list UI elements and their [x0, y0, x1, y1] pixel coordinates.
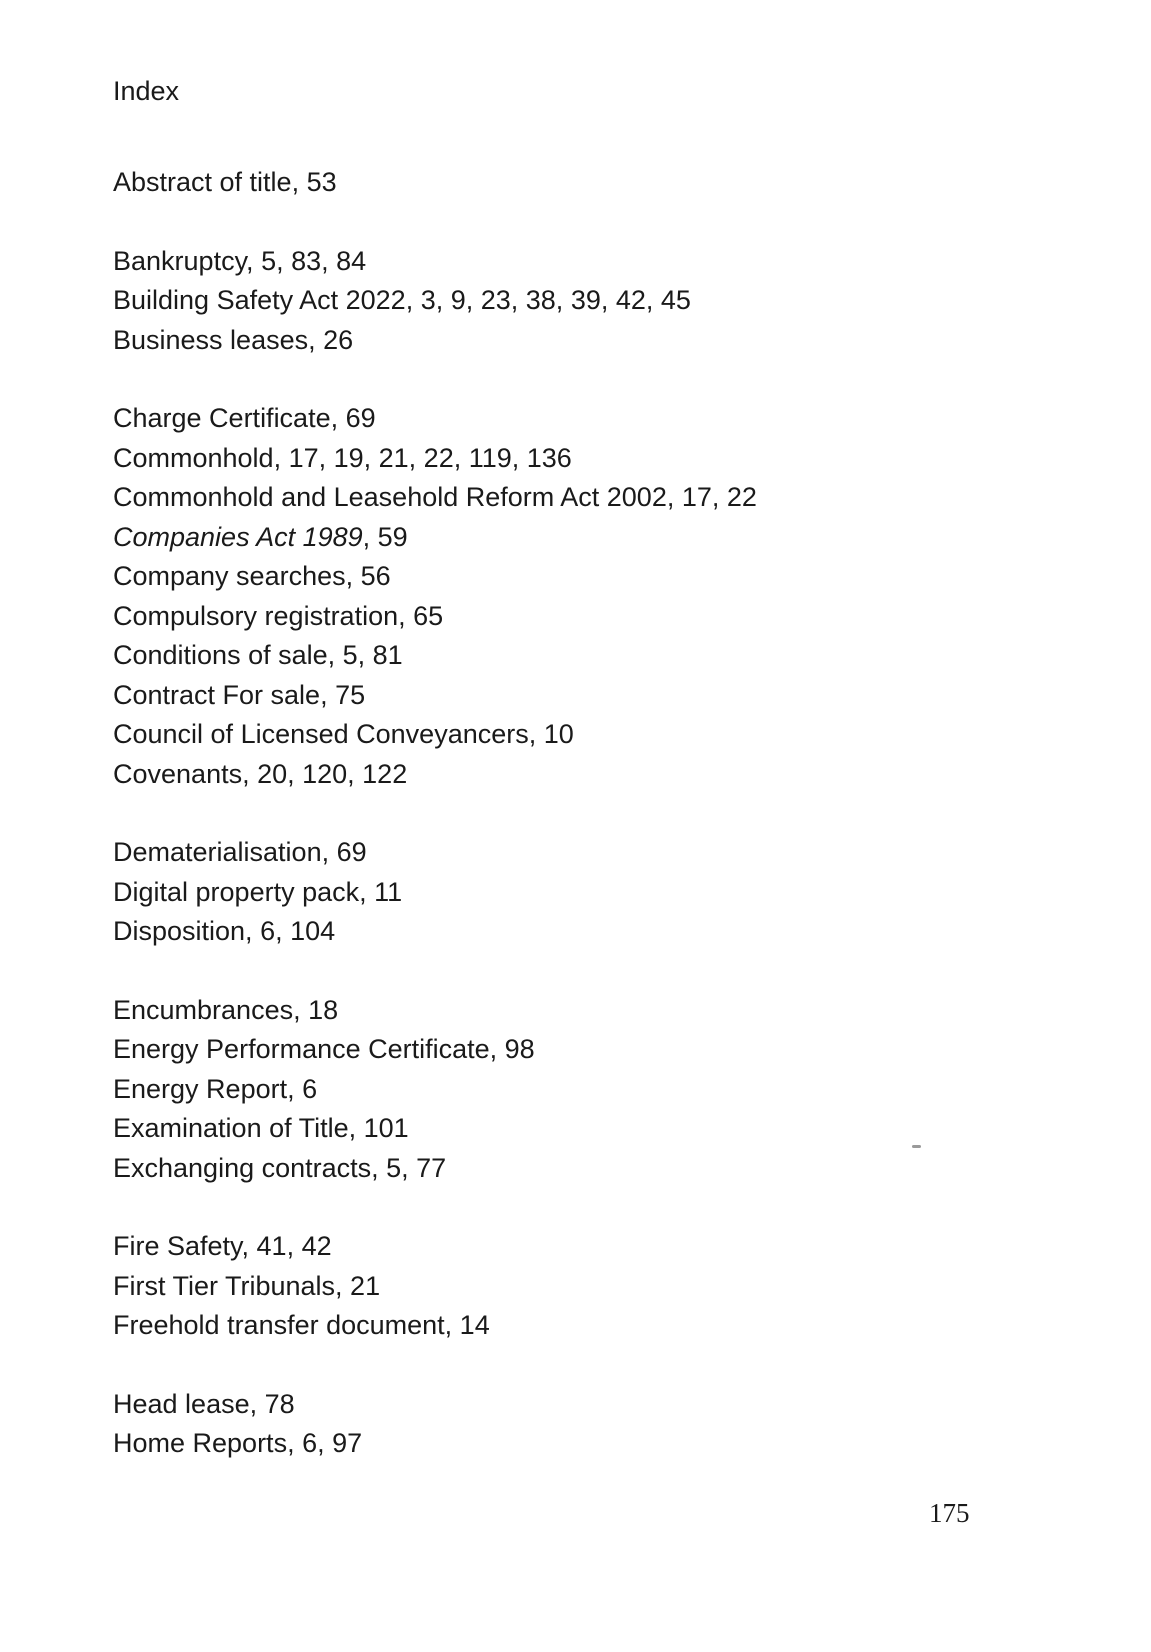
index-entry: Covenants, 20, 120, 122: [113, 758, 408, 789]
index-group-e: [113, 991, 1013, 1189]
index-entry: Commonhold and Leasehold Reform Act 2002, 17, 22: [113, 482, 757, 512]
index-entry: Council of Licensed Conveyancers, 10: [113, 719, 574, 749]
scan-artifact-mark: [912, 1145, 921, 1148]
index-entry-italic-title: Companies Act 1989: [113, 521, 363, 552]
index-entry-pages: , 59: [362, 521, 408, 552]
index-entry: Exchanging contracts, 5, 77: [113, 1152, 447, 1183]
index-entry: Dematerialisation, 69: [113, 837, 367, 867]
index-group-b: [113, 242, 1013, 361]
index-group-h: [113, 1385, 1013, 1464]
index-entry: Company searches, 56: [113, 561, 391, 591]
index-entry: Energy Performance Certificate, 98: [113, 1034, 535, 1064]
index-entry: Contract For sale, 75: [113, 679, 366, 710]
index-entry: Fire Safety, 41, 42: [113, 1231, 332, 1261]
index-content: [113, 72, 1013, 1503]
index-entry: [113, 518, 1013, 558]
index-entry: Business leases, 26: [113, 324, 354, 355]
index-entry: Encumbrances, 18: [113, 994, 339, 1025]
index-entry: Energy Report, 6: [113, 1073, 318, 1104]
page-number: 175: [929, 1498, 970, 1528]
index-entry: Conditions of sale, 5, 81: [113, 640, 403, 670]
index-entry: First Tier Tribunals, 21: [113, 1270, 381, 1301]
index-entry: Home Reports, 6, 97: [113, 1428, 363, 1458]
index-entry: Compulsory registration, 65: [113, 600, 444, 631]
index-entry: Examination of Title, 101: [113, 1113, 409, 1143]
index-entry: Disposition, 6, 104: [113, 916, 336, 946]
index-entry: Freehold transfer document, 14: [113, 1310, 490, 1340]
index-group-a: [113, 163, 1013, 203]
index-entry: Commonhold, 17, 19, 21, 22, 119, 136: [113, 442, 572, 473]
index-group-d: [113, 833, 1013, 952]
index-entry: Digital property pack, 11: [113, 876, 403, 907]
index-group-f: [113, 1227, 1013, 1346]
index-entry: Bankruptcy, 5, 83, 84: [113, 245, 367, 276]
index-group-c: [113, 399, 1013, 794]
index-entry: Charge Certificate, 69: [113, 403, 376, 433]
index-entry: Head lease, 78: [113, 1388, 295, 1419]
index-entry: Building Safety Act 2022, 3, 9, 23, 38, 39, 42, 45: [113, 285, 691, 315]
index-entry: Abstract of title, 53: [113, 167, 337, 197]
page-title: Index: [113, 76, 180, 106]
